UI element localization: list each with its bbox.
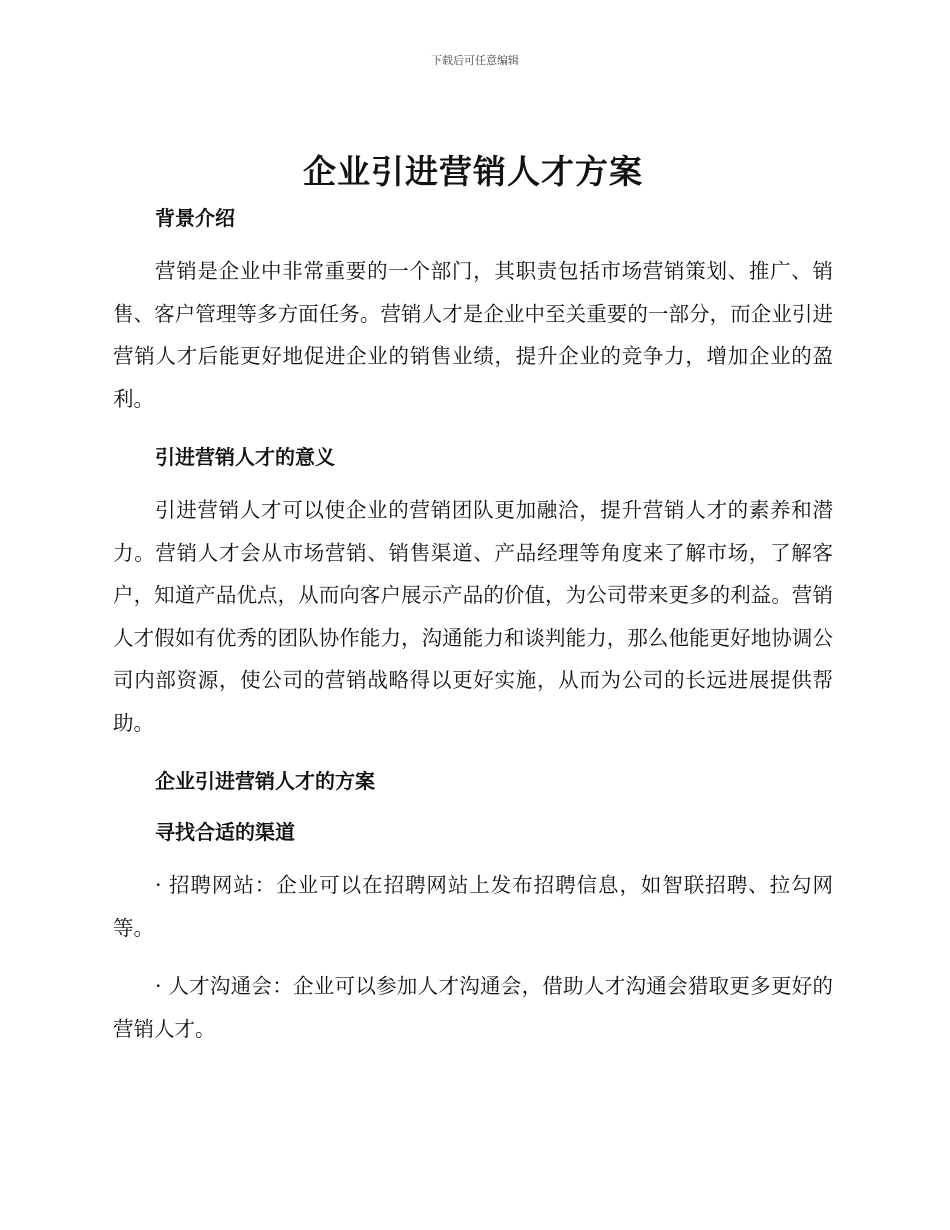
section-heading-significance: 引进营销人才的意义 [155, 445, 335, 469]
page-header-note: 下载后可任意编辑 [431, 54, 519, 67]
section-heading-plan: 企业引进营销人才的方案 [155, 769, 375, 793]
section-heading-channels: 寻找合适的渠道 [155, 820, 295, 844]
document-body [113, 148, 833, 1050]
list-item-recruitment-websites: · 招聘网站：企业可以在招聘网站上发布招聘信息，如智联招聘、拉勾网等。 [113, 873, 833, 940]
document-title: 企业引进营销人才方案 [303, 152, 643, 191]
paragraph-background: 营销是企业中非常重要的一个部门，其职责包括市场营销策划、推广、销售、客户管理等多方面任务。营销人才是企业中至关重要的一部分，而企业引进营销人才后能更好地促进企业的销售业绩，提升企业的竞争力，增加企业的盈利。 [113, 259, 833, 411]
section-heading-background: 背景介绍 [155, 206, 235, 230]
paragraph-significance: 引进营销人才可以使企业的营销团队更加融洽，提升营销人才的素养和潜力。营销人才会从市场营销、销售渠道、产品经理等角度来了解市场，了解客户，知道产品优点，从而向客户展示产品的价值，为公司带来更多的利益。营销人才假如有优秀的团队协作能力，沟通能力和谈判能力，那么他能更好地协调公司内部资源，使公司的营销战略得以更好实施，从而为公司的长远进展提供帮助。 [113, 498, 833, 735]
list-item-talent-fair: · 人才沟通会：企业可以参加人才沟通会，借助人才沟通会猎取更多更好的营销人才。 [113, 974, 833, 1041]
